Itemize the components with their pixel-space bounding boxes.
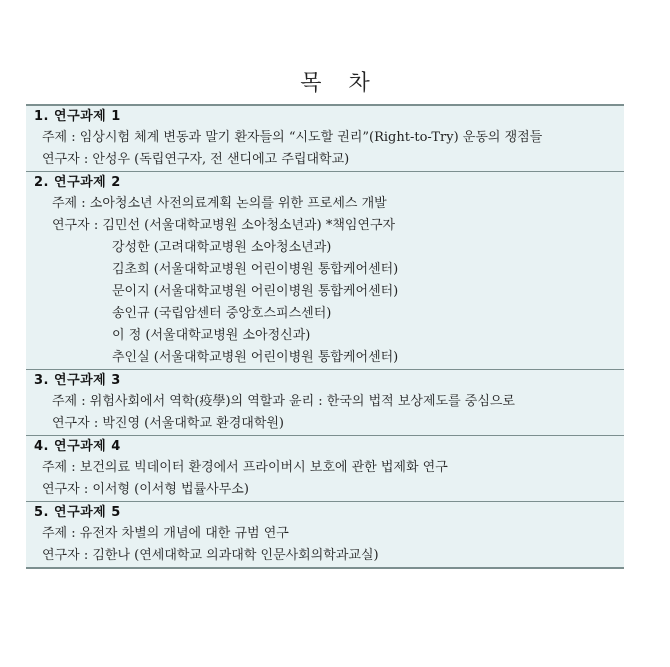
topic-text: 위험사회에서 역학(疫學)의 역할과 윤리 : 한국의 법적 보상제도를 중심으로	[89, 394, 515, 409]
topic-label: 주제	[42, 460, 68, 475]
researcher-name: 송인규 (국립암센터 중앙호스피스센터)	[112, 306, 332, 321]
researcher-name: 이서형 (이서형 법률사무소)	[92, 482, 249, 497]
topic-text: 유전자 차별의 개념에 대한 규범 연구	[79, 526, 289, 541]
topic-label: 주제	[42, 130, 68, 145]
toc-section-3	[26, 369, 624, 435]
researcher-name: 김한나 (연세대학교 의과대학 인문사회의학과교실)	[92, 548, 379, 563]
researcher-label: 연구자	[42, 152, 80, 167]
researcher-name: 이 정 (서울대학교병원 소아정신과)	[112, 328, 311, 343]
topic-text: 임상시험 체계 변동과 말기 환자들의 “시도할 권리”(Right-to-Try) 운동의 쟁점들	[79, 130, 543, 145]
topic-text: 소아청소년 사전의료계획 논의를 위한 프로세스 개발	[89, 196, 387, 211]
researcher-name: 안성우 (독립연구자, 전 샌디에고 주립대학교)	[92, 152, 350, 167]
topic-label: 주제	[52, 394, 78, 409]
section-heading: 3. 연구과제 3	[34, 373, 121, 388]
toc-section-1	[26, 106, 624, 171]
section-heading: 1. 연구과제 1	[34, 109, 121, 124]
researcher-line: 연구자 : 박진영 (서울대학교 환경대학원)	[52, 416, 285, 431]
toc-section-2	[26, 171, 624, 369]
page-title: 목 차	[300, 71, 380, 96]
researcher-name: 김민선 (서울대학교병원 소아청소년과) *책임연구자	[102, 218, 396, 233]
researcher-line: 연구자 : 김한나 (연세대학교 의과대학 인문사회의학과교실)	[42, 548, 379, 563]
researcher-name: 박진영 (서울대학교 환경대학원)	[102, 416, 285, 431]
topic-line: 주제 : 소아청소년 사전의료계획 논의를 위한 프로세스 개발	[52, 196, 387, 211]
researcher-label: 연구자	[52, 218, 90, 233]
topic-text: 보건의료 빅데이터 환경에서 프라이버시 보호에 관한 법제화 연구	[79, 460, 448, 475]
topic-line: 주제 : 유전자 차별의 개념에 대한 규범 연구	[42, 526, 289, 541]
topic-line: 주제 : 임상시험 체계 변동과 말기 환자들의 “시도할 권리”(Right-to-Try) 운동의 쟁점들	[42, 130, 543, 145]
researcher-name: 문이지 (서울대학교병원 어린이병원 통합케어센터)	[112, 284, 399, 299]
topic-line: 주제 : 보건의료 빅데이터 환경에서 프라이버시 보호에 관한 법제화 연구	[42, 460, 448, 475]
researcher-name: 강성한 (고려대학교병원 소아청소년과)	[112, 240, 332, 255]
researcher-label: 연구자	[52, 416, 90, 431]
researcher-line: 연구자 : 이서형 (이서형 법률사무소)	[42, 482, 249, 497]
researcher-line: 연구자 : 안성우 (독립연구자, 전 샌디에고 주립대학교)	[42, 152, 350, 167]
toc-section-4	[26, 435, 624, 501]
researcher-label: 연구자	[42, 548, 80, 563]
researcher-label: 연구자	[42, 482, 80, 497]
researcher-line: 연구자 : 김민선 (서울대학교병원 소아청소년과) *책임연구자	[52, 218, 396, 233]
table-of-contents	[26, 104, 624, 569]
researcher-name: 추인실 (서울대학교병원 어린이병원 통합케어센터)	[112, 350, 399, 365]
topic-line: 주제 : 위험사회에서 역학(疫學)의 역할과 윤리 : 한국의 법적 보상제도를 중심으로	[52, 394, 515, 409]
toc-section-5	[26, 501, 624, 567]
topic-label: 주제	[52, 196, 78, 211]
section-heading: 4. 연구과제 4	[34, 439, 121, 454]
section-heading: 5. 연구과제 5	[34, 505, 121, 520]
section-heading: 2. 연구과제 2	[34, 175, 121, 190]
topic-label: 주제	[42, 526, 68, 541]
researcher-name: 김초희 (서울대학교병원 어린이병원 통합케어센터)	[112, 262, 399, 277]
